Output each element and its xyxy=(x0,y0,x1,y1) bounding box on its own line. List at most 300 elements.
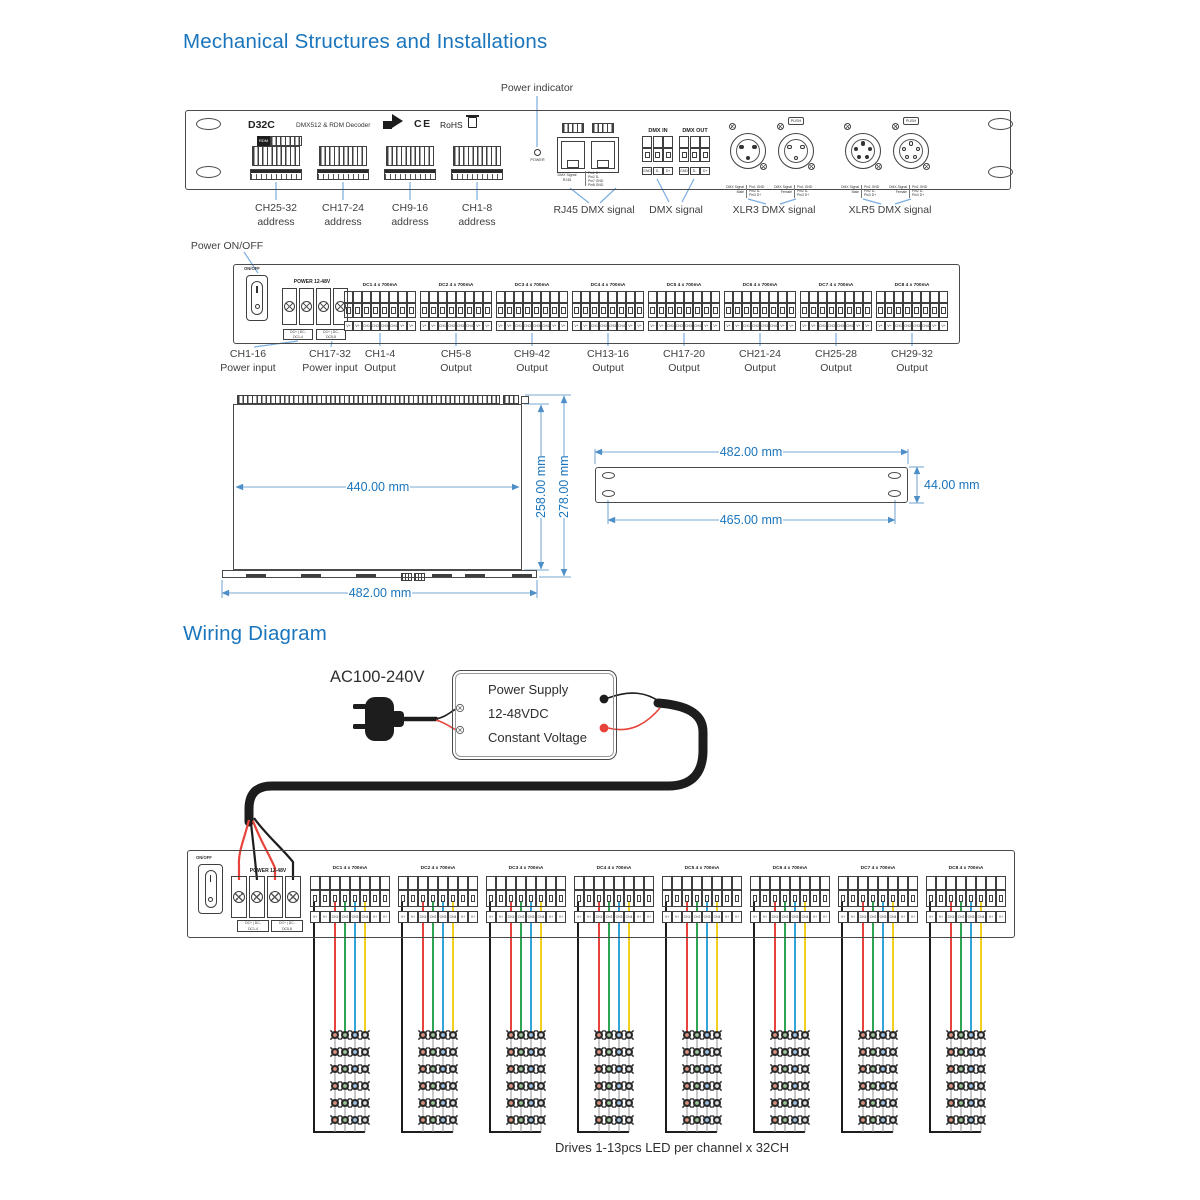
terminal-cell-inner xyxy=(763,895,767,902)
section-title-wiring: Wiring Diagram xyxy=(183,622,328,645)
strip-cell: V+ xyxy=(635,321,644,331)
xlr-pin xyxy=(868,147,872,151)
terminal-slot xyxy=(310,876,320,890)
terminal-cell-inner xyxy=(400,307,404,314)
terminal-slot xyxy=(778,291,787,303)
mounting-hole xyxy=(602,472,615,479)
terminal-slot xyxy=(448,876,458,890)
dim-inner-width: 440.00 mm xyxy=(346,480,410,494)
dc-group-header: DC8 4 x 700mA xyxy=(948,866,984,871)
terminal-cell-inner xyxy=(865,307,869,314)
panel-section-label: RJ45 DMX signal xyxy=(553,204,635,216)
strip-cell: V+ xyxy=(644,911,654,923)
terminal-slot xyxy=(574,876,584,890)
terminal-cell-inner xyxy=(932,307,936,314)
terminal-slot xyxy=(702,876,712,890)
caption-divider xyxy=(746,185,747,198)
strip-cell: CH1 xyxy=(594,911,604,923)
xlr-pin-label: Pin3 D+ xyxy=(797,193,810,198)
terminal-cell-inner xyxy=(597,895,601,902)
terminal-slot xyxy=(514,291,523,303)
dc-group-header: DC5 4 x 700mA xyxy=(684,866,720,871)
terminal-cell-inner xyxy=(811,307,815,314)
strip-cell: CH4 xyxy=(448,911,458,923)
terminal-slot xyxy=(428,876,438,890)
terminal-slot xyxy=(838,876,848,890)
strip-cell: V+ xyxy=(926,911,936,923)
dc-group-header: DC7 4 x 700mA xyxy=(818,283,854,288)
dim-inner-depth: 258.00 mm xyxy=(534,455,548,518)
strip-cell: CH1 xyxy=(438,321,447,331)
terminal-cell-inner xyxy=(705,895,709,902)
terminal-cell-inner xyxy=(891,895,895,902)
terminal-cell-inner xyxy=(692,152,697,158)
terminal-cell-inner xyxy=(382,307,386,314)
caption-divider xyxy=(861,185,862,198)
terminal-slot xyxy=(733,291,742,303)
terminal-cell-inner xyxy=(509,895,513,902)
mounting-hole xyxy=(888,490,901,497)
strip-cell: V+ xyxy=(930,321,939,331)
terminal-slot xyxy=(458,876,468,890)
terminal-slot xyxy=(398,291,407,303)
strip-cell: V+ xyxy=(505,321,514,331)
terminal-cell-inner xyxy=(969,895,973,902)
terminal-slot xyxy=(770,876,780,890)
terminal-cell-inner xyxy=(353,895,357,902)
flange-foot xyxy=(301,574,321,577)
terminal-cell-inner xyxy=(851,895,855,902)
terminal-slot xyxy=(810,876,820,890)
strip-cell: CH1 xyxy=(742,321,751,331)
terminal-cell-inner xyxy=(529,895,533,902)
strip-cell: V+ xyxy=(429,321,438,331)
terminal-cell-inner xyxy=(685,895,689,902)
terminal-cell-inner xyxy=(333,895,337,902)
strip-cell: V+ xyxy=(787,321,796,331)
ac-voltage-label: AC100-240V xyxy=(330,668,425,686)
panel-section-label: XLR3 DMX signal xyxy=(732,204,816,216)
terminal-slot xyxy=(505,291,514,303)
flange-foot xyxy=(465,574,485,577)
terminal-slot xyxy=(845,291,854,303)
terminal-slot xyxy=(604,876,614,890)
xlr-pin xyxy=(861,141,865,145)
screw-head xyxy=(287,891,299,903)
terminal-slot xyxy=(888,876,898,890)
terminal-cell-inner xyxy=(449,307,453,314)
terminal-slot xyxy=(320,876,330,890)
terminal-slot xyxy=(614,876,624,890)
terminal-cell-inner xyxy=(647,895,651,902)
output-label: CH1-16 xyxy=(229,348,267,360)
caption-divider xyxy=(909,185,910,198)
strip-cell: CH3 xyxy=(790,911,800,923)
terminal-cell-inner xyxy=(677,307,681,314)
terminal-cell-inner xyxy=(543,307,547,314)
channel-address-label: address xyxy=(257,216,295,228)
strip-cell: CH2 xyxy=(599,321,608,331)
terminal-cell-inner xyxy=(607,895,611,902)
strip-cell: V+ xyxy=(496,911,506,923)
strip-cell: CH1 xyxy=(858,911,868,923)
dip-switch-icon xyxy=(252,146,300,166)
strip-cell: CH1 xyxy=(330,911,340,923)
terminal-slot xyxy=(818,291,827,303)
dc-group-header: DC3 4 x 700mA xyxy=(514,283,550,288)
output-label: CH13-16 xyxy=(586,348,630,360)
screw-icon xyxy=(875,163,882,170)
terminal-slot xyxy=(878,876,888,890)
terminal-cell-inner xyxy=(637,895,641,902)
strip-cell: V+ xyxy=(486,911,496,923)
channel-address-label: CH25-32 xyxy=(254,202,298,214)
terminal-cell-inner xyxy=(507,307,511,314)
strip-cell: CH3 xyxy=(684,321,693,331)
terminal-slot xyxy=(420,291,429,303)
strip-cell: V+ xyxy=(344,321,353,331)
terminal-slot xyxy=(693,291,702,303)
strip-cell: CH4 xyxy=(465,321,474,331)
strip-cell: V+ xyxy=(550,321,559,331)
terminal-cell-inner xyxy=(901,895,905,902)
terminal-cell-inner xyxy=(675,895,679,902)
terminal-slot xyxy=(523,291,532,303)
terminal-cell-inner xyxy=(601,307,605,314)
panel-section-label: DMX signal xyxy=(649,204,703,216)
strip-cell: V+ xyxy=(398,321,407,331)
terminal-cell-inner xyxy=(539,895,543,902)
terminal-cell-inner xyxy=(856,307,860,314)
terminal-cell-inner xyxy=(441,895,445,902)
output-label: Power input xyxy=(220,362,276,374)
terminal-slot xyxy=(712,876,722,890)
terminal-slot xyxy=(657,291,666,303)
screw-head xyxy=(318,301,329,312)
strip-cell: V+ xyxy=(809,321,818,331)
caption-divider xyxy=(794,185,795,198)
topview-terminal-strip xyxy=(237,395,500,404)
terminal-cell-inner xyxy=(592,307,596,314)
strip-cell: V+ xyxy=(398,911,408,923)
strip-cell: V+ xyxy=(854,321,863,331)
terminal-cell-inner xyxy=(363,895,367,902)
terminal-slot xyxy=(380,291,389,303)
terminal-slot xyxy=(407,291,416,303)
dip-switch-icon xyxy=(319,146,367,166)
terminal-cell-inner xyxy=(911,895,915,902)
terminal-cell-inner xyxy=(914,307,918,314)
terminal-slot xyxy=(848,876,858,890)
strip-cell: CH3 xyxy=(438,911,448,923)
terminal-slot xyxy=(486,876,496,890)
rdm-dip-label: RDM xyxy=(257,136,270,146)
strip-cell: V+ xyxy=(657,321,666,331)
terminal-slot xyxy=(360,876,370,890)
output-label: CH25-28 xyxy=(814,348,858,360)
power-header: POWER 12-48V xyxy=(249,868,287,874)
terminal-slot xyxy=(456,291,465,303)
xlr-pin-label: Pin2 D- xyxy=(864,188,876,193)
output-label: Power input xyxy=(302,362,358,374)
terminal-slot xyxy=(350,876,360,890)
strip-cell: V+ xyxy=(986,911,996,923)
dmx-terminal-header: DMX IN xyxy=(648,128,668,134)
terminal-slot xyxy=(769,291,778,303)
terminal-slot xyxy=(370,876,380,890)
terminal-cell-inner xyxy=(499,895,503,902)
strip-cell: CH2 xyxy=(780,911,790,923)
screw-icon xyxy=(729,123,736,130)
dip-strip-band xyxy=(452,170,502,173)
strip-cell: CH3 xyxy=(350,911,360,923)
xlr-pin-hole xyxy=(902,147,906,151)
terminal-slot xyxy=(380,876,390,890)
rocker-dot xyxy=(208,897,213,902)
terminal-cell-inner xyxy=(999,895,1003,902)
terminal-slot xyxy=(908,876,918,890)
terminal-cell-inner xyxy=(861,895,865,902)
terminal-cell-inner xyxy=(686,307,690,314)
dc-input-row: DC+ | DC- xyxy=(245,921,261,925)
channel-address-label: CH1-8 xyxy=(461,202,493,214)
rj45-pin-strip-icon xyxy=(562,123,584,133)
strip-cell: V+ xyxy=(838,911,848,923)
strip-cell: V+ xyxy=(380,911,390,923)
wiring-caption: Drives 1-13pcs LED per channel x 32CH xyxy=(554,1140,790,1155)
dim-hole-span: 465.00 mm xyxy=(719,513,783,527)
strip-cell: CH3 xyxy=(836,321,845,331)
strip-cell: CH4 xyxy=(769,321,778,331)
terminal-cell-inner xyxy=(451,895,455,902)
strip-cell: CH1 xyxy=(590,321,599,331)
strip-cell: V+ xyxy=(420,321,429,331)
terminal-cell-inner xyxy=(343,895,347,902)
terminal-slot xyxy=(996,876,1006,890)
topview-module xyxy=(521,396,529,404)
strip-cell: CH3 xyxy=(614,911,624,923)
terminal-cell-inner xyxy=(619,307,623,314)
xlr-caption: DMX Signal xyxy=(889,185,907,189)
terminal-cell-inner xyxy=(549,895,553,902)
dc-input-row: DC1-4 xyxy=(248,926,258,931)
strip-cell: CH1 xyxy=(506,911,516,923)
terminal-slot xyxy=(939,291,948,303)
rj45-jack-pin-area xyxy=(597,160,609,168)
terminal-slot xyxy=(751,291,760,303)
terminal-cell-inner xyxy=(829,307,833,314)
terminal-slot xyxy=(617,291,626,303)
rj45-pin-label: Pin7 GND xyxy=(588,179,604,183)
strip-cell: V+ xyxy=(876,321,885,331)
terminal-slot xyxy=(863,291,872,303)
strip-cell: CH4 xyxy=(389,321,398,331)
terminal-slot xyxy=(635,291,644,303)
strip-cell: V+ xyxy=(407,321,416,331)
terminal-slot xyxy=(648,291,657,303)
terminal-cell-inner xyxy=(561,307,565,314)
output-label: CH21-24 xyxy=(738,348,782,360)
terminal-cell-inner xyxy=(949,895,953,902)
terminal-cell-inner xyxy=(789,307,793,314)
terminal-slot xyxy=(732,876,742,890)
terminal-slot xyxy=(506,876,516,890)
terminal-cell-inner xyxy=(489,895,493,902)
strip-cell: CH4 xyxy=(624,911,634,923)
terminal-slot xyxy=(930,291,939,303)
dc-group-header: DC6 4 x 700mA xyxy=(772,866,808,871)
terminal-slot xyxy=(827,291,836,303)
xlr-pin-label: Pin2 D- xyxy=(912,188,924,193)
strip-cell: V+ xyxy=(572,321,581,331)
dc-input-row: DC+ | DC- xyxy=(279,921,295,925)
terminal-cell-inner xyxy=(373,895,377,902)
strip-cell: CH1 xyxy=(362,321,371,331)
terminal-slot xyxy=(666,291,675,303)
terminal-slot xyxy=(429,291,438,303)
terminal-cell-inner xyxy=(989,895,993,902)
frontview-body xyxy=(595,467,908,503)
terminal-cell-inner xyxy=(383,895,387,902)
terminal-slot xyxy=(790,876,800,890)
dc-group-header: DC8 4 x 700mA xyxy=(894,283,930,288)
dip-strip-cells xyxy=(385,174,435,180)
terminal-slot xyxy=(662,876,672,890)
strip-cell: V+ xyxy=(458,911,468,923)
xlr-pin-label: Pin1 GND xyxy=(864,184,880,189)
terminal-cell-inner xyxy=(355,307,359,314)
rdm-dip-icon xyxy=(270,136,302,146)
push-tab: PUSH xyxy=(788,117,804,125)
xlr-pin xyxy=(752,145,756,149)
terminal-legend-cell: GND xyxy=(643,169,651,173)
terminal-slot xyxy=(836,291,845,303)
screw-icon xyxy=(892,123,899,130)
terminal-cell-inner xyxy=(476,307,480,314)
terminal-slot xyxy=(438,876,448,890)
terminal-cell-inner xyxy=(668,307,672,314)
dc-group-header: DC3 4 x 700mA xyxy=(508,866,544,871)
terminal-cell-inner xyxy=(896,307,900,314)
strip-cell: V+ xyxy=(820,911,830,923)
strip-cell: CH4 xyxy=(888,911,898,923)
dim-plate-width: 482.00 mm xyxy=(719,445,783,459)
strip-cell: V+ xyxy=(898,911,908,923)
psu-line: Constant Voltage xyxy=(488,730,588,745)
channel-address-label: address xyxy=(458,216,496,228)
strip-cell: CH4 xyxy=(693,321,702,331)
terminal-slot xyxy=(672,876,682,890)
terminal-slot xyxy=(653,136,663,148)
terminal-cell-inner xyxy=(458,307,462,314)
strip-cell: V+ xyxy=(908,911,918,923)
strip-cell: V+ xyxy=(483,321,492,331)
terminal-slot xyxy=(353,291,362,303)
terminal-slot xyxy=(876,291,885,303)
dip-strip-cells xyxy=(452,174,502,180)
strip-cell: V+ xyxy=(996,911,1006,923)
terminal-cell-inner xyxy=(753,895,757,902)
mounting-hole xyxy=(888,472,901,479)
onoff-label: ON/OFF xyxy=(196,855,212,860)
output-label: CH1-4 xyxy=(364,348,396,360)
terminal-slot xyxy=(675,291,684,303)
strip-cell: V+ xyxy=(474,321,483,331)
terminal-slot xyxy=(976,876,986,890)
terminal-slot xyxy=(362,291,371,303)
terminal-cell-inner xyxy=(411,895,415,902)
strip-cell: CH4 xyxy=(712,911,722,923)
dc-input-row: DC+ | DC- xyxy=(290,330,306,334)
strip-cell: V+ xyxy=(939,321,948,331)
terminal-slot xyxy=(663,136,673,148)
terminal-cell-inner xyxy=(878,307,882,314)
output-label: CH5-8 xyxy=(440,348,472,360)
strip-cell: V+ xyxy=(546,911,556,923)
strip-cell: V+ xyxy=(648,321,657,331)
push-tab: PUSH xyxy=(903,117,919,125)
xlr-pin-label: Pin1 GND xyxy=(912,184,928,189)
terminal-slot xyxy=(692,876,702,890)
terminal-cell-inner xyxy=(534,307,538,314)
terminal-legend-cell: D+ xyxy=(700,167,710,175)
dim-outer-depth: 278.00 mm xyxy=(557,455,571,518)
dip-strip-band xyxy=(251,170,301,173)
terminal-slot xyxy=(516,876,526,890)
dc-group-header: DC1 4 x 700mA xyxy=(332,866,368,871)
terminal-cell-inner xyxy=(803,895,807,902)
terminal-slot xyxy=(690,136,700,148)
output-label: Output xyxy=(516,362,548,374)
terminal-slot xyxy=(559,291,568,303)
terminal-cell-inner xyxy=(959,895,963,902)
strip-cell: V+ xyxy=(353,321,362,331)
terminal-cell-inner xyxy=(323,895,327,902)
terminal-cell-inner xyxy=(887,307,891,314)
xlr-pin xyxy=(739,145,743,149)
strip-cell: CH1 xyxy=(894,321,903,331)
strip-cell: CH4 xyxy=(800,911,810,923)
terminal-slot xyxy=(800,291,809,303)
strip-cell: CH2 xyxy=(523,321,532,331)
dmx-terminal-header: DMX OUT xyxy=(682,128,708,134)
strip-cell: CH1 xyxy=(818,321,827,331)
terminal-cell-inner xyxy=(744,307,748,314)
terminal-cell-inner xyxy=(587,895,591,902)
terminal-cell-inner xyxy=(574,307,578,314)
dmx-logo-icon xyxy=(392,114,403,128)
screw-head xyxy=(251,891,263,903)
strip-cell: V+ xyxy=(702,321,711,331)
xlr-pin-label: Pin3 D+ xyxy=(749,193,762,198)
strip-cell: V+ xyxy=(778,321,787,331)
terminal-slot xyxy=(898,876,908,890)
xlr-pin xyxy=(854,147,858,151)
terminal-slot xyxy=(912,291,921,303)
channel-address-label: address xyxy=(324,216,362,228)
rj45-pin-label: Pin1 D+ xyxy=(588,171,601,175)
terminal-cell-inner xyxy=(525,307,529,314)
strip-cell: CH1 xyxy=(514,321,523,331)
dc-group-header: DC6 4 x 700mA xyxy=(742,283,778,288)
strip-cell: CH3 xyxy=(526,911,536,923)
terminal-cell-inner xyxy=(813,895,817,902)
rj45-caption: DMX Signal xyxy=(557,173,577,177)
screw-icon xyxy=(777,123,784,130)
panel-section-label: XLR5 DMX signal xyxy=(848,204,932,216)
terminal-slot xyxy=(438,291,447,303)
strip-cell: V+ xyxy=(634,911,644,923)
